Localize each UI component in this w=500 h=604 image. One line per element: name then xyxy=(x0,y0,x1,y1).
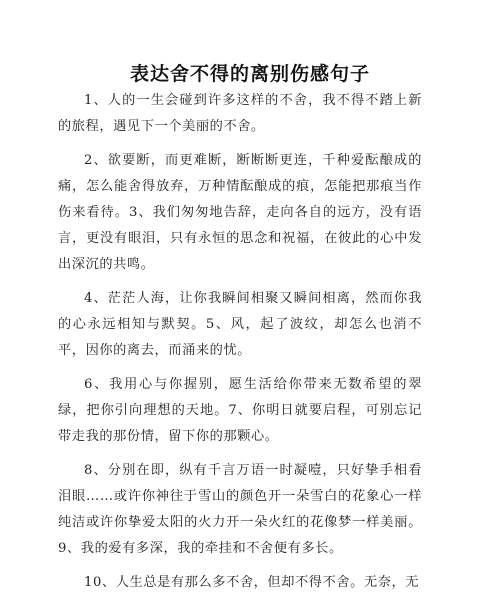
paragraph-5: 8、分别在即，纵有千言万语一时凝噎，只好挚手相看泪眼……或许你神往于雪山的颜色开一朵雪白的花象心一样纯洁或许你挚爱太阳的火力开一朵火红的花像梦一样美丽。9、我的爱有多深，我的牵挂和不舍便有多长。 xyxy=(58,463,422,556)
paragraph-1: 1、人的一生会碰到许多这样的不舍，我不得不踏上新的旅程，遇见下一个美丽的不舍。 xyxy=(58,93,422,134)
paragraph-2: 2、欲要断，而更难断，断断断更连，千种爱酝酿成的痛，怎么能舍得放弃，万种情酝酿成的痕，怎能把那痕当作伤来看待。3、我们匆匆地告辞，走向各自的远方，没有语言，更没有眼泪，只有永恒的思念和祝福，在彼此的心中发出深沉的共鸣。 xyxy=(58,153,422,272)
paragraph-6: 10、人生总是有那么多不舍，但却不得不舍。无奈，无 xyxy=(84,575,420,590)
paragraph-3: 4、茫茫人海，让你我瞬间相聚又瞬间相离，然而你我的心永远相知与默契。5、风，起了波纹，却怎么也消不平，因你的离去，而涌来的忧。 xyxy=(58,291,422,358)
page-title: 表达舍不得的离别伤感句子 xyxy=(129,63,370,85)
paragraph-4: 6、我用心与你握别，愿生活给你带来无数希望的翠绿，把你引向理想的天地。7、你明日就要启程，可别忘记带走我的那份情，留下你的那颗心。 xyxy=(58,377,422,444)
article-body xyxy=(58,88,422,604)
